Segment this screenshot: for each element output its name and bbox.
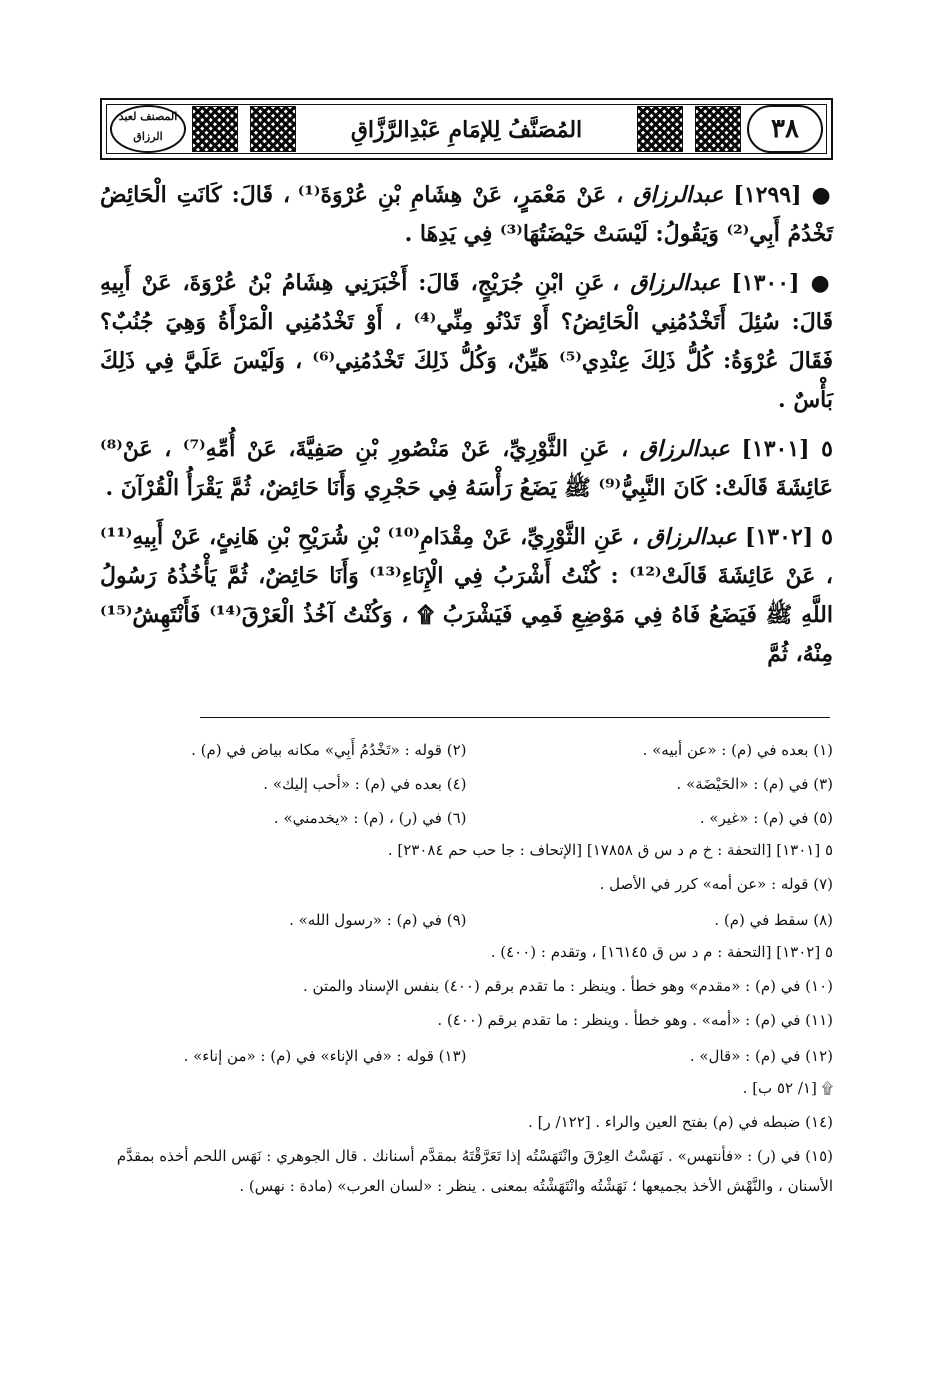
hadith-text: ، عَنْ مَعْمَرٍ، عَنْ هِشَامِ بْنِ عُرْوَةَ⁽¹⁾ ، قَالَ: كَانَتِ الْحَائِضُ تَخْدُمُ أَبِي⁽²⁾ وَيَقُولُ: لَيْسَتْ حَيْضَتُهَا⁽³⁾ فِي يَدِهَا . bbox=[100, 182, 833, 247]
footnote-divider bbox=[200, 717, 830, 718]
folio-reference: ۩ [١/ ٥٢ ب] . bbox=[742, 1079, 833, 1097]
narrator-name: عبدالرزاق bbox=[630, 270, 721, 296]
footnote: (١) بعده في (م) : «عن أبيه» . bbox=[642, 741, 833, 759]
footnote: (٥) في (م) : «غير» . bbox=[699, 809, 833, 827]
running-title: المُصَنَّفُ لِلإمَامِ عَبْدِالرَّزَّاقِ bbox=[350, 117, 583, 143]
ornament-icon bbox=[695, 106, 741, 152]
hadith-text: ، عَنِ الثَّوْرِيِّ، عَنْ مِقْدَامِ⁽¹⁰⁾ بْنِ شُرَيْحِ بْنِ هَانِئٍ، عَنْ أَبِيهِ⁽¹¹⁾ ، عَنْ عَائِشَةَ قَالَتْ⁽¹²⁾ : كُنْتُ أَشْرَبُ فِي الْإِنَاءِ⁽¹³⁾ وَأَنَا حَائِضٌ، ثُمَّ يَأْخُذُهُ رَسُولُ اللَّهِ ﷺ فَيَضَعُ فَاهُ فِي مَوْضِعِ فَمِي فَيَشْرَبُ ۩ ، وَكُنْتُ آخُذُ الْعَرْقَ⁽¹⁴⁾ فَأَنْتَهِشُ⁽¹⁵⁾ مِنْهُ، ثُمَّ bbox=[100, 524, 834, 667]
footnote: (٤) بعده في (م) : «أحب إليك» . bbox=[263, 775, 467, 793]
hadith-text: ، عَنِ ابْنِ جُرَيْجٍ، قَالَ: أَخْبَرَنِي هِشَامُ بْنُ عُرْوَةَ، عَنْ أَبِيهِ قَالَ: سُئِلَ أَتَخْدُمُنِي الْحَائِضُ؟ أَوْ تَدْنُو مِنِّي⁽⁴⁾ ، أَوْ تَخْدُمُنِي الْمَرْأَةُ وَهِيَ جُنُبٌ؟ فَقَالَ عُرْوَةُ: كُلُّ ذَلِكَ عِنْدِي⁽⁵⁾ هَيِّنٌ، وَكُلُّ ذَلِكَ تَخْدُمُنِي⁽⁶⁾ ، وَلَيْسَ عَلَيَّ فِي ذَلِكَ بَأْسٌ . bbox=[100, 270, 834, 413]
hadith-text: ، عَنِ الثَّوْرِيِّ، عَنْ مَنْصُورِ بْنِ صَفِيَّةَ، عَنْ أُمِّهِ⁽⁷⁾ ، عَنْ⁽⁸⁾ عَائِشَةَ قَالَتْ: كَانَ النَّبِيُّ⁽⁹⁾ ﷺ يَضَعُ رَأْسَهُ فِي حَجْرِي وَأَنَا حَائِضٌ، ثُمَّ يَقْرَأُ الْقُرْآنَ . bbox=[100, 436, 833, 501]
hadith-paragraph bbox=[100, 176, 833, 254]
footnote: (١٣) قوله : «في الإناء» في (م) : «من إناء» . bbox=[183, 1047, 467, 1065]
narrator-name: عبدالرزاق bbox=[646, 524, 737, 550]
ornament-icon bbox=[250, 106, 296, 152]
book-seal-logo: المصنف لعبد الرزاق bbox=[110, 105, 186, 153]
hadith-paragraph bbox=[100, 430, 833, 508]
takhrij-note: ٥ [١٣٠١] [التحفة : خ م د س ق ١٧٨٥٨] [الإتحاف : جا حب حم ٢٣٠٨٤] . bbox=[387, 841, 833, 859]
narrator-name: عبدالرزاق bbox=[639, 436, 730, 462]
hadith-number: [١٣٠٢] bbox=[745, 524, 814, 550]
page-header bbox=[100, 98, 833, 160]
footnote-row bbox=[100, 801, 833, 835]
hadith-marker: ٥ bbox=[821, 436, 833, 462]
main-text bbox=[100, 176, 833, 684]
hadith-marker: ● bbox=[810, 270, 833, 296]
footnote-row bbox=[100, 903, 833, 937]
footnote-row bbox=[100, 767, 833, 801]
footnotes bbox=[100, 733, 833, 1205]
hadith-number: [١٣٠٠] bbox=[731, 270, 800, 296]
hadith-number: [١٢٩٩] bbox=[733, 182, 802, 208]
footnote: (٧) قوله : «عن أمه» كرر في الأصل . bbox=[599, 875, 833, 893]
footnote: (١٥) في (ر) : «فأنتهس» . نَهَسْتُ العِرْقَ وانْتَهَسْتُه إذا تَعَرَّقْتَهُ بمقدَّم أسنانك . قال الجوهري : نَهَس اللحم أخذه بمقدَّم الأسنان ، والنَّهْش الأخذ بجميعها ؛ نَهَشْتُه وانْتَهَشْتُه بمعنى . ينظر : «لسان العرب» (مادة : نهس) . bbox=[116, 1147, 833, 1195]
footnote: (٦) في (ر) ، (م) : «يخدمني» . bbox=[273, 809, 467, 827]
footnote: (١٤) ضبطه في (م) بفتح العين والراء . [١٢٢/ ر] . bbox=[528, 1113, 833, 1131]
footnote: (٩) في (م) : «رسول الله» . bbox=[289, 911, 467, 929]
hadith-paragraph bbox=[100, 264, 833, 420]
hadith-paragraph bbox=[100, 518, 833, 674]
narrator-name: عبدالرزاق bbox=[633, 182, 724, 208]
hadith-number: [١٣٠١] bbox=[741, 436, 810, 462]
footnote: (٨) سقط في (م) . bbox=[714, 911, 833, 929]
hadith-marker: ● bbox=[811, 182, 833, 208]
ornament-icon bbox=[192, 106, 238, 152]
footnote-row bbox=[100, 733, 833, 767]
footnote: (٢) قوله : «تَخْدُمُ أَبِي» مكانه بياض في (م) . bbox=[191, 741, 467, 759]
page-number: ٣٨ bbox=[747, 105, 823, 153]
footnote: (٣) في (م) : «الحَيْضَة» . bbox=[676, 775, 833, 793]
takhrij-note: ٥ [١٣٠٢] [التحفة : م د س ق ١٦١٤٥] ، وتقدم : (٤٠٠) . bbox=[490, 943, 833, 961]
footnote-row bbox=[100, 1039, 833, 1073]
footnote: (١٢) في (م) : «قال» . bbox=[689, 1047, 833, 1065]
ornament-icon bbox=[637, 106, 683, 152]
footnote: (١١) في (م) : «أمه» . وهو خطأ . وينظر : ما تقدم برقم (٤٠٠) . bbox=[437, 1011, 833, 1029]
footnote: (١٠) في (م) : «مقدم» وهو خطأ . وينظر : ما تقدم برقم (٤٠٠) بنفس الإسناد والمتن . bbox=[302, 977, 833, 995]
hadith-marker: ٥ bbox=[821, 524, 833, 550]
